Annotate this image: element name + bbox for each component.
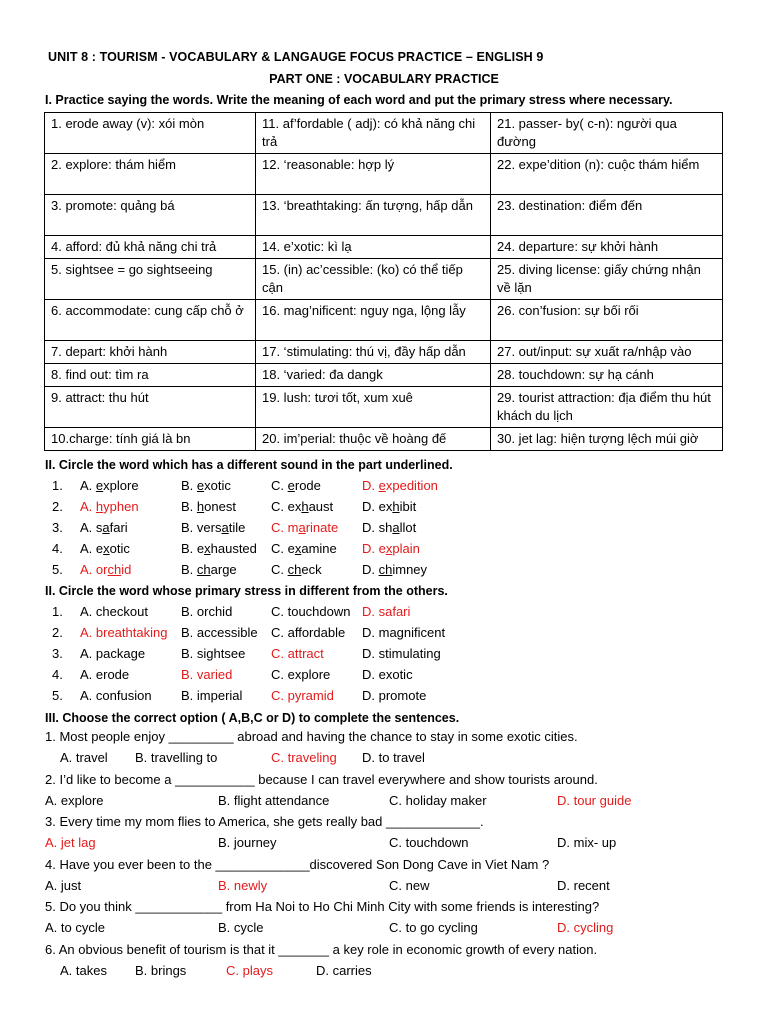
vocab-cell: 7. depart: khởi hành — [45, 341, 256, 364]
answer-option[interactable]: D. stimulating — [362, 646, 441, 661]
answer-option[interactable]: C. exhaust — [271, 499, 334, 514]
answer-option[interactable]: A. exotic — [80, 541, 130, 556]
vocab-cell: 25. diving license: giấy chứng nhận về lặn — [491, 259, 723, 300]
answer-option[interactable]: D. magnificent — [362, 625, 446, 640]
section4-heading: III. Choose the correct option ( A,B,C or D) to complete the sentences. — [45, 711, 460, 725]
answer-option[interactable]: B. brings — [135, 962, 187, 978]
options-row — [0, 876, 768, 896]
question-number: 4. — [52, 541, 63, 556]
question-number: 2. — [52, 499, 63, 514]
answer-option[interactable]: A. breathtaking — [80, 625, 168, 640]
options-row — [0, 833, 768, 853]
question-text: 3. Every time my mom flies to America, she gets really bad _____________. — [45, 814, 484, 829]
sound-question — [0, 497, 768, 517]
answer-option[interactable]: B. honest — [181, 499, 236, 514]
options-row — [0, 961, 768, 981]
answer-option[interactable]: B. orchid — [181, 604, 233, 619]
answer-option[interactable]: B. sightsee — [181, 646, 246, 661]
vocab-cell: 17. ‘stimulating: thú vị, đầy hấp dẫn — [256, 341, 491, 364]
answer-option[interactable]: C. attract — [271, 646, 324, 661]
answer-option[interactable]: A. just — [45, 877, 82, 893]
answer-option[interactable]: D. chimney — [362, 562, 428, 577]
stress-question — [0, 686, 768, 706]
stress-question — [0, 602, 768, 622]
vocab-cell: 9. attract: thu hút — [45, 387, 256, 428]
vocab-cell: 15. (in) ac’cessible: (ko) có thể tiếp cận — [256, 259, 491, 300]
answer-option[interactable]: D. promote — [362, 688, 427, 703]
answer-option[interactable]: C. plays — [226, 962, 273, 978]
vocab-cell: 11. af’fordable ( adj): có khả năng chi trả — [256, 113, 491, 154]
section2-heading: II. Circle the word which has a different sound in the part underlined. — [45, 458, 453, 472]
question-number: 4. — [52, 667, 63, 682]
answer-option[interactable]: A. jet lag — [45, 835, 96, 850]
answer-option[interactable]: B. cycle — [218, 920, 264, 935]
options-row — [0, 748, 768, 768]
answer-option[interactable]: A. to cycle — [45, 920, 105, 935]
vocab-cell: 24. departure: sự khởi hành — [491, 236, 723, 259]
vocab-cell: 27. out/input: sự xuất ra/nhập vào — [491, 341, 723, 364]
vocab-cell: 8. find out: tìm ra — [45, 364, 256, 387]
vocab-cell: 28. touchdown: sự hạ cánh — [491, 364, 723, 387]
section1-heading: I. Practice saying the words. Write the meaning of each word and put the primary stress where necessary. — [45, 93, 673, 107]
answer-option[interactable]: A. safari — [80, 520, 128, 535]
answer-option[interactable]: C. touchdown — [271, 604, 351, 619]
question-number: 3. — [52, 520, 63, 535]
answer-option[interactable]: C. touchdown — [389, 835, 469, 850]
answer-option[interactable]: C. new — [389, 877, 430, 893]
vocab-cell: 21. passer- by( c-n): người qua đường — [491, 113, 723, 154]
vocab-cell: 13. ‘breathtaking: ấn tượng, hấp dẫn — [256, 195, 491, 236]
vocab-cell: 2. explore: thám hiểm — [45, 154, 256, 195]
answer-option[interactable]: C. explore — [271, 667, 331, 682]
answer-option[interactable]: C. to go cycling — [389, 920, 478, 935]
vocab-cell: 14. e’xotic: kì lạ — [256, 236, 491, 259]
question-text: 6. An obvious benefit of tourism is that it _______ a key role in economic growth of every nation. — [45, 941, 598, 957]
vocab-cell: 19. lush: tươi tốt, xum xuê — [256, 387, 491, 428]
answer-option[interactable]: A. confusion — [80, 688, 152, 703]
vocab-row — [45, 341, 723, 364]
vocab-cell: 5. sightsee = go sightseeing — [45, 259, 256, 300]
stress-question — [0, 623, 768, 643]
answer-option[interactable]: B. versatile — [181, 520, 246, 535]
answer-option[interactable]: D. mix- up — [557, 835, 617, 850]
vocab-row — [45, 154, 723, 195]
vocab-cell: 18. ‘varied: đa dangk — [256, 364, 491, 387]
answer-option[interactable]: A. travel — [60, 750, 108, 765]
vocabulary-table — [44, 112, 723, 451]
answer-option[interactable]: D. cycling — [557, 920, 614, 935]
answer-option[interactable]: C. check — [271, 562, 322, 577]
stress-question — [0, 644, 768, 664]
answer-option[interactable]: C. traveling — [271, 750, 337, 765]
stress-question — [0, 665, 768, 685]
answer-option[interactable]: B. travelling to — [135, 750, 218, 765]
options-row — [0, 918, 768, 938]
answer-option[interactable]: A. explore — [80, 478, 139, 493]
answer-option[interactable]: B. journey — [218, 835, 277, 850]
vocab-row — [45, 428, 723, 451]
options-row — [0, 791, 768, 811]
answer-option[interactable]: B. newly — [218, 877, 268, 893]
sound-question — [0, 476, 768, 496]
answer-option[interactable]: D. to travel — [362, 750, 425, 765]
part-title: PART ONE : VOCABULARY PRACTICE — [269, 72, 499, 86]
answer-option[interactable]: B. exotic — [181, 478, 231, 493]
answer-option[interactable]: A. package — [80, 646, 146, 661]
vocab-cell: 20. im’perial: thuộc về hoàng đế — [256, 428, 491, 451]
answer-option[interactable]: A. explore — [45, 792, 104, 808]
vocab-cell: 12. ‘reasonable: hợp lý — [256, 154, 491, 195]
vocab-cell: 23. destination: điểm đến — [491, 195, 723, 236]
answer-option[interactable]: B. imperial — [181, 688, 243, 703]
question-text: 4. Have you ever been to the _____________discovered Son Dong Cave in Viet Nam ? — [45, 856, 550, 872]
question-number: 2. — [52, 625, 63, 640]
answer-option[interactable]: D. expedition — [362, 478, 438, 493]
answer-option[interactable]: B. exhausted — [181, 541, 257, 556]
vocab-cell: 22. expe’dition (n): cuộc thám hiểm — [491, 154, 723, 195]
vocab-cell: 1. erode away (v): xói mòn — [45, 113, 256, 154]
answer-option[interactable]: B. charge — [181, 562, 237, 577]
vocab-row — [45, 195, 723, 236]
worksheet-title: UNIT 8 : TOURISM - VOCABULARY & LANGAUGE FOCUS PRACTICE – ENGLISH 9 — [48, 50, 544, 64]
vocab-row — [45, 259, 723, 300]
answer-option[interactable]: D. safari — [362, 604, 411, 619]
question-text: 1. Most people enjoy _________ abroad and having the chance to stay in some exotic cities. — [45, 729, 578, 744]
answer-option[interactable]: A. erode — [80, 667, 130, 682]
answer-option[interactable]: B. varied — [181, 667, 233, 682]
answer-option[interactable]: A. orchid — [80, 562, 132, 577]
vocab-row — [45, 113, 723, 154]
vocab-cell: 29. tourist attraction: địa điểm thu hút khách du lịch — [491, 387, 723, 428]
vocab-cell: 6. accommodate: cung cấp chỗ ở — [45, 300, 256, 341]
vocab-cell: 26. con’fusion: sự bối rối — [491, 300, 723, 341]
answer-option[interactable]: C. erode — [271, 478, 321, 493]
sound-question — [0, 518, 768, 538]
question-number: 1. — [52, 604, 63, 619]
answer-option[interactable]: C. affordable — [271, 625, 346, 640]
vocab-cell: 4. afford: đủ khả năng chi trả — [45, 236, 256, 259]
question-number: 5. — [52, 562, 63, 577]
vocab-row — [45, 236, 723, 259]
sound-question — [0, 539, 768, 559]
answer-option[interactable]: D. tour guide — [557, 792, 632, 808]
vocab-row — [45, 364, 723, 387]
section3-heading: II. Circle the word whose primary stress in different from the others. — [45, 584, 448, 598]
vocab-cell: 16. mag’nificent: nguy nga, lộng lẫy — [256, 300, 491, 341]
answer-option[interactable]: A. checkout — [80, 604, 148, 619]
answer-option[interactable]: D. carries — [316, 962, 372, 978]
answer-option[interactable]: D. recent — [557, 877, 610, 893]
vocab-row — [45, 300, 723, 341]
answer-option[interactable]: C. examine — [271, 541, 337, 556]
answer-option[interactable]: D. shallot — [362, 520, 417, 535]
answer-option[interactable]: C. holiday maker — [389, 792, 487, 808]
answer-option[interactable]: C. pyramid — [271, 688, 334, 703]
sound-question — [0, 560, 768, 580]
vocab-cell: 3. promote: quảng bá — [45, 195, 256, 236]
vocab-cell: 10.charge: tính giá là bn — [45, 428, 256, 451]
question-text: 2. I’d like to become a ___________ because I can travel everywhere and show tourists around. — [45, 771, 598, 787]
question-number: 1. — [52, 478, 63, 493]
vocab-row — [45, 387, 723, 428]
answer-option[interactable]: A. takes — [60, 962, 107, 978]
vocab-cell: 30. jet lag: hiện tượng lệch múi giờ — [491, 428, 723, 451]
answer-option[interactable]: C. marinate — [271, 520, 339, 535]
answer-option[interactable]: B. accessible — [181, 625, 258, 640]
answer-option[interactable]: A. hyphen — [80, 499, 139, 514]
answer-option[interactable]: B. flight attendance — [218, 792, 330, 808]
answer-option[interactable]: D. exhibit — [362, 499, 417, 514]
answer-option[interactable]: D. explain — [362, 541, 420, 556]
question-number: 3. — [52, 646, 63, 661]
question-number: 5. — [52, 688, 63, 703]
answer-option[interactable]: D. exotic — [362, 667, 413, 682]
question-text: 5. Do you think ____________ from Ha Noi to Ho Chi Minh City with some friends is interesting? — [45, 899, 600, 914]
